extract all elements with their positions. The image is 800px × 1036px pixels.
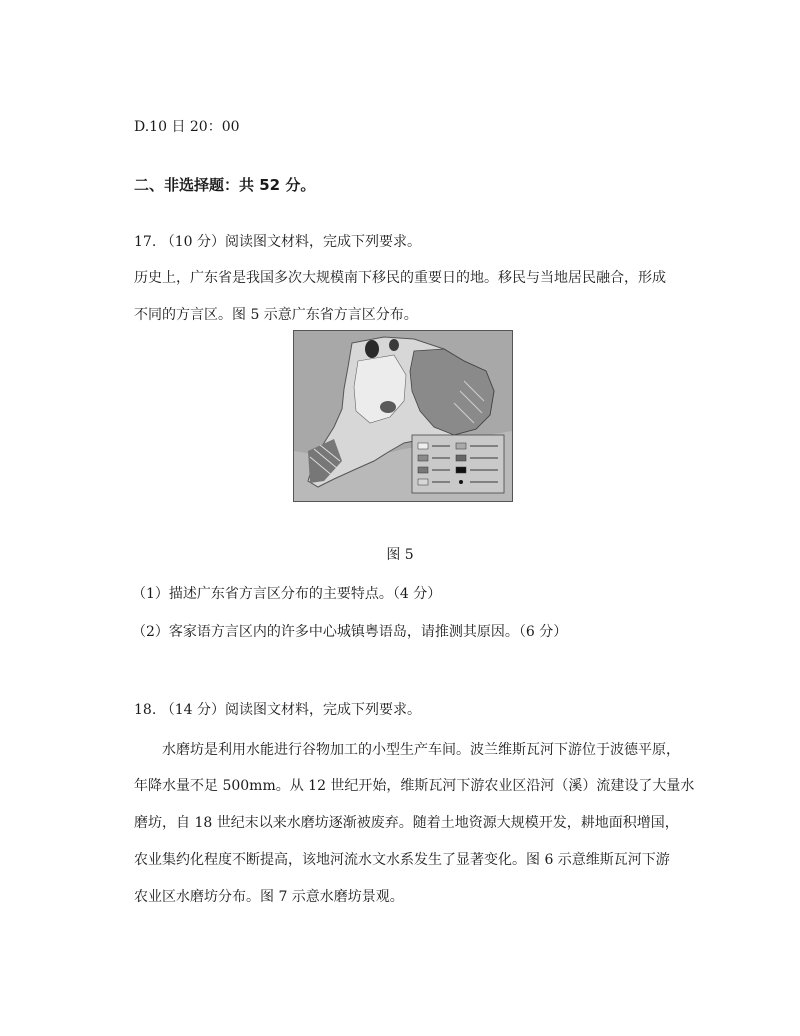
guangdong-dialect-map-figure bbox=[293, 330, 513, 502]
question-18-paragraph-line: 农业集约化程度不断提高，该地河流水文水系发生了显著变化。图 6 示意维斯瓦河下游 bbox=[134, 852, 670, 868]
question-18-header: 18. （14 分）阅读图文材料，完成下列要求。 bbox=[134, 702, 421, 718]
question-18-paragraph-line: 年降水量不足 500mm。从 12 世纪开始，维斯瓦河下游农业区沿河（溪）流建设了大量水 bbox=[134, 778, 695, 794]
section-heading: 二、非选择题：共 52 分。 bbox=[134, 176, 316, 194]
question-17-subquestion-1: （1）描述广东省方言区分布的主要特点。（4 分） bbox=[132, 586, 442, 602]
question-17-paragraph-line-1: 历史上，广东省是我国多次大规模南下移民的重要日的地。移民与当地居民融合，形成 bbox=[134, 270, 666, 286]
question-17-paragraph-line-2: 不同的方言区。图 5 示意广东省方言区分布。 bbox=[134, 307, 418, 323]
map-image bbox=[294, 331, 512, 501]
figure-caption: 图 5 bbox=[386, 547, 414, 563]
question-17-subquestion-2: （2）客家语方言区内的许多中心城镇粤语岛，请推测其原因。（6 分） bbox=[132, 624, 568, 640]
question-18-paragraph-line: 农业区水磨坊分布。图 7 示意水磨坊景观。 bbox=[134, 889, 404, 905]
question-18-paragraph-line: 水磨坊是利用水能进行谷物加工的小型生产车间。波兰维斯瓦河下游位于波德平原， bbox=[162, 742, 680, 758]
previous-answer-option: D.10 日 20：00 bbox=[134, 119, 240, 135]
question-17-header: 17. （10 分）阅读图文材料，完成下列要求。 bbox=[134, 234, 421, 250]
question-18-paragraph-line: 磨坊，自 18 世纪末以来水磨坊逐渐被废弃。随着土地资源大规模开发，耕地面积增国， bbox=[134, 815, 679, 831]
